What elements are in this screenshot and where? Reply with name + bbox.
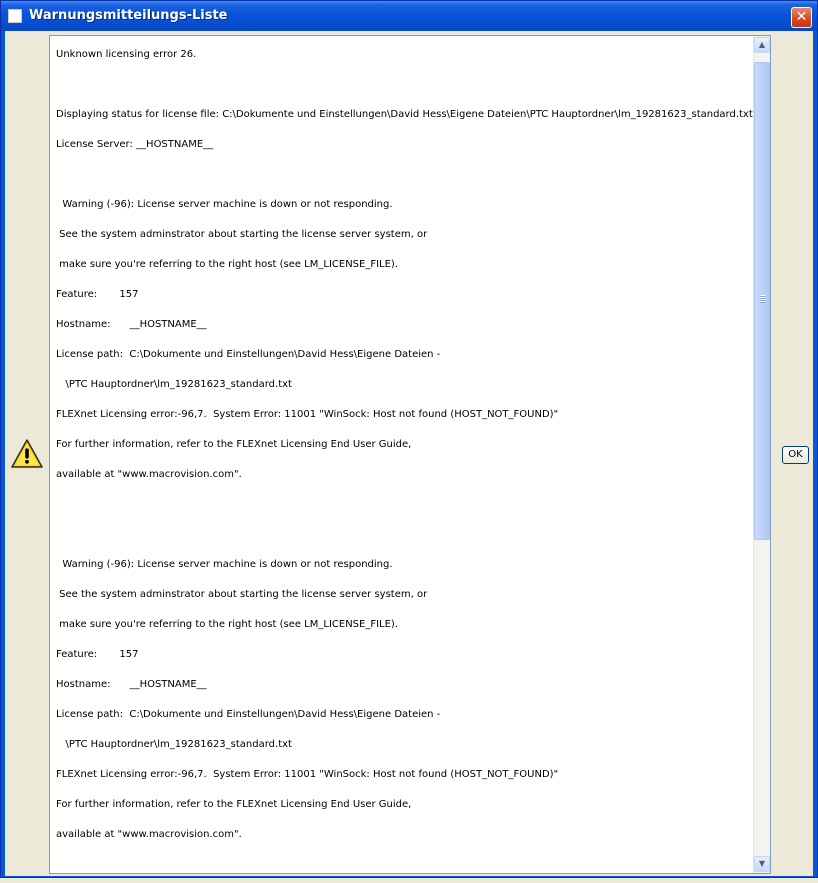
message-line: Hostname: __HOSTNAME__ xyxy=(56,679,207,690)
message-line: FLEXnet Licensing error:-96,7. System Error: 11001 "WinSock: Host not found (HOST_NOT_FOUND)" xyxy=(56,769,559,780)
message-line: Feature: 157 xyxy=(56,289,139,300)
message-line: FLEXnet Licensing error:-96,7. System Error: 11001 "WinSock: Host not found (HOST_NOT_FOUND)" xyxy=(56,409,559,420)
message-line: See the system adminstrator about starting the license server system, or xyxy=(56,229,428,240)
message-line: License Server: __HOSTNAME__ xyxy=(56,139,214,150)
scroll-thumb-grip xyxy=(760,295,766,303)
ok-button[interactable]: OK xyxy=(782,446,809,464)
message-line: available at "www.macrovision.com". xyxy=(56,829,242,840)
message-line: \PTC Hauptordner\lm_19281623_standard.txt xyxy=(56,739,292,750)
message-line: \PTC Hauptordner\lm_19281623_standard.txt xyxy=(56,379,292,390)
warning-icon xyxy=(11,438,43,470)
scroll-thumb[interactable] xyxy=(754,62,770,540)
message-line: Unknown licensing error 26. xyxy=(56,49,197,60)
message-line: License path: C:\Dokumente und Einstellungen\David Hess\Eigene Dateien - xyxy=(56,709,441,720)
message-line xyxy=(56,70,746,100)
message-line: make sure you're referring to the right host (see LM_LICENSE_FILE). xyxy=(56,259,399,270)
scroll-down-arrow-icon[interactable]: ▼ xyxy=(754,856,770,872)
message-line: Hostname: __HOSTNAME__ xyxy=(56,319,207,330)
message-lines xyxy=(56,40,753,850)
message-line xyxy=(56,520,746,550)
message-line xyxy=(56,490,746,520)
window-title: Warnungsmitteilungs-Liste xyxy=(29,8,228,23)
message-line: available at "www.macrovision.com". xyxy=(56,469,242,480)
message-line xyxy=(56,160,746,190)
message-line: Feature: 157 xyxy=(56,649,139,660)
message-line: For further information, refer to the FLEXnet Licensing End User Guide, xyxy=(56,799,412,810)
message-line: Warning (-96): License server machine is down or not responding. xyxy=(56,559,393,570)
window-icon xyxy=(8,9,22,23)
message-line: License path: C:\Dokumente und Einstellungen\David Hess\Eigene Dateien - xyxy=(56,349,441,360)
dialog-body xyxy=(5,31,813,876)
title-bar[interactable] xyxy=(1,1,817,31)
vertical-scrollbar[interactable] xyxy=(753,36,770,873)
message-line: See the system adminstrator about starting the license server system, or xyxy=(56,589,428,600)
message-text-area[interactable] xyxy=(49,35,771,874)
message-line: make sure you're referring to the right host (see LM_LICENSE_FILE). xyxy=(56,619,399,630)
message-line: Displaying status for license file: C:\Dokumente und Einstellungen\David Hess\Eigene Dateien\PTC Hauptordner\lm_19281623_standard.txt xyxy=(56,109,753,120)
message-line: For further information, refer to the FLEXnet Licensing End User Guide, xyxy=(56,439,412,450)
message-line: Warning (-96): License server machine is down or not responding. xyxy=(56,199,393,210)
scroll-up-arrow-icon[interactable]: ▲ xyxy=(754,37,770,53)
close-button[interactable]: ✕ xyxy=(791,7,812,28)
